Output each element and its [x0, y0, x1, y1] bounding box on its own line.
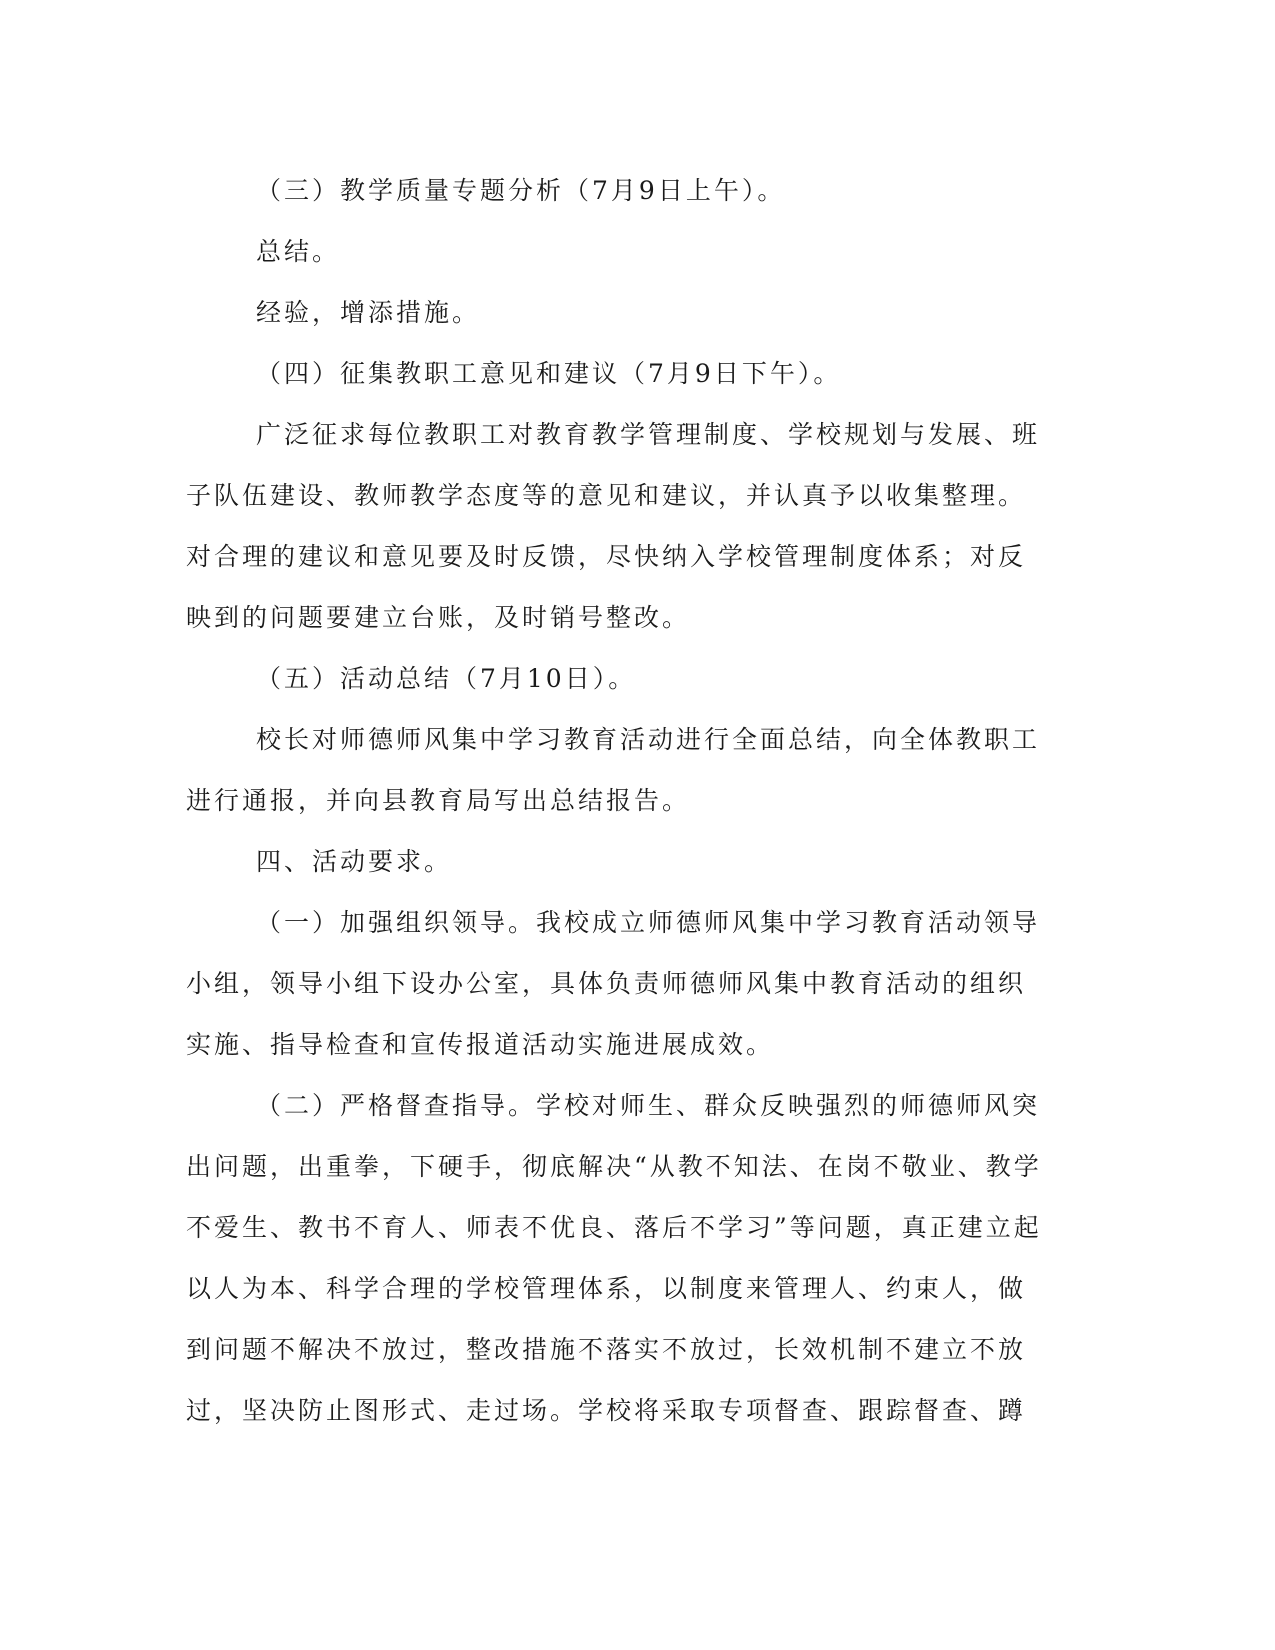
text-line: 映到的问题要建立台账，及时销号整改。	[186, 603, 691, 632]
text-line: （五）活动总结（7月10日）。	[256, 664, 637, 693]
text-line: 以人为本、科学合理的学校管理体系，以制度来管理人、约束人，做	[186, 1274, 1027, 1303]
text-line: 广泛征求每位教职工对教育教学管理制度、学校规划与发展、班	[256, 420, 1041, 449]
text-line: 不爱生、教书不育人、师表不优良、落后不学习”等问题，真正建立起	[186, 1213, 1042, 1242]
text-line: 实施、指导检查和宣传报道活动实施进展成效。	[186, 1030, 775, 1059]
text-line: 小组，领导小组下设办公室，具体负责师德师风集中教育活动的组织	[186, 969, 1027, 998]
text-line: 子队伍建设、教师教学态度等的意见和建议，并认真予以收集整理。	[186, 481, 1027, 510]
text-line: 对合理的建议和意见要及时反馈，尽快纳入学校管理制度体系；对反	[186, 542, 1027, 571]
document-body	[186, 160, 1086, 1441]
text-line: 过，坚决防止图形式、走过场。学校将采取专项督查、跟踪督查、蹲	[186, 1396, 1027, 1425]
text-line: 经验，增添措施。	[256, 298, 481, 327]
text-line: （一）加强组织领导。我校成立师德师风集中学习教育活动领导	[256, 908, 1041, 937]
text-line: 校长对师德师风集中学习教育活动进行全面总结，向全体教职工	[256, 725, 1041, 754]
text-line: 出问题，出重拳，下硬手，彻底解决“从教不知法、在岗不敬业、教学	[186, 1152, 1042, 1181]
text-line: （二）严格督查指导。学校对师生、群众反映强烈的师德师风突	[256, 1091, 1041, 1120]
text-line: 总结。	[256, 237, 341, 266]
text-line: 进行通报，并向县教育局写出总结报告。	[186, 786, 691, 815]
text-line: 四、活动要求。	[256, 847, 453, 876]
text-line: （三）教学质量专题分析（7月9日上午）。	[256, 176, 786, 205]
text-line: （四）征集教职工意见和建议（7月9日下午）。	[256, 359, 842, 388]
text-line: 到问题不解决不放过，整改措施不落实不放过，长效机制不建立不放	[186, 1335, 1027, 1364]
